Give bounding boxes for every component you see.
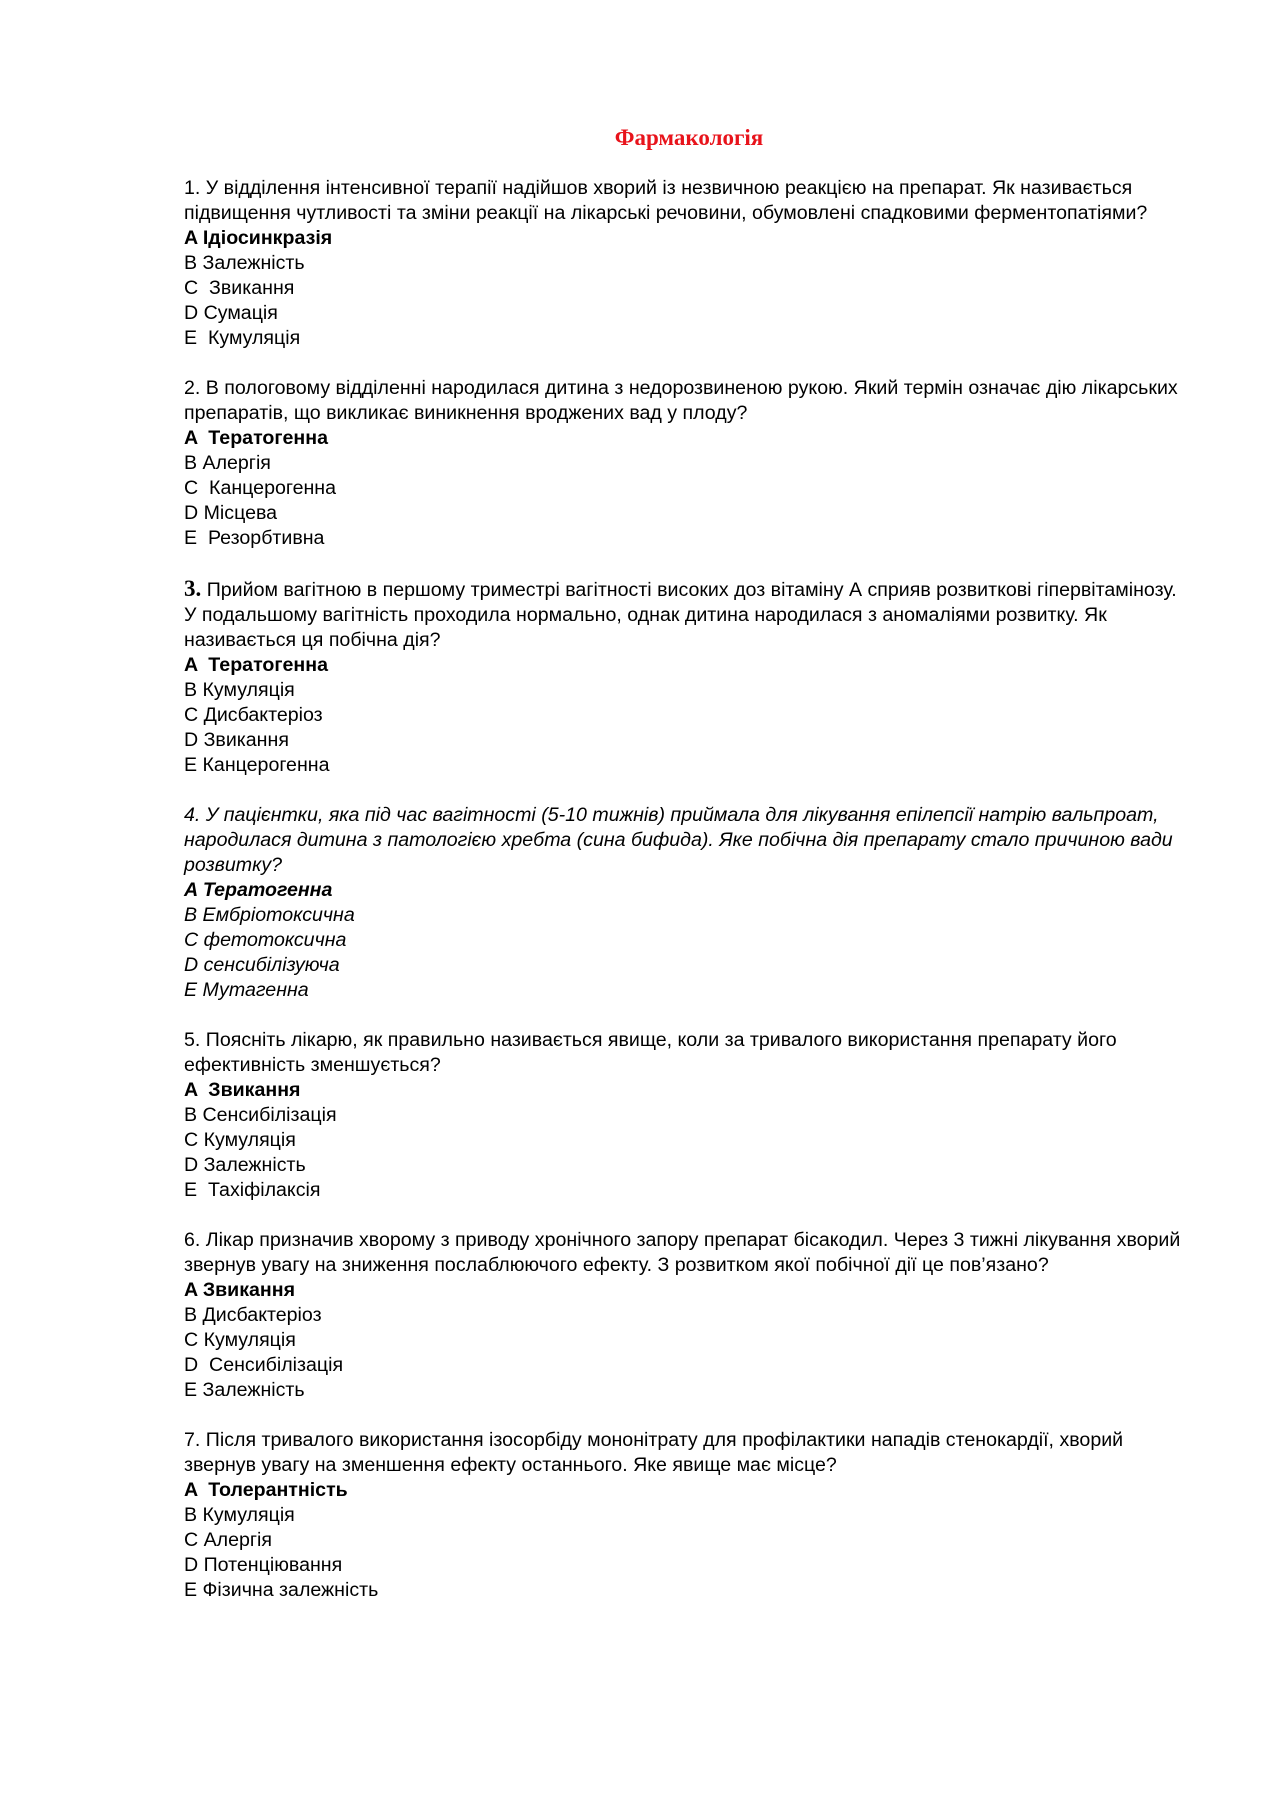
answer-option-correct: A Ідіосинкразія <box>184 227 333 249</box>
answer-option: B Ембріотоксична <box>184 904 355 926</box>
answer-option: B Сенсибілізація <box>184 1104 337 1126</box>
answer-option: B Дисбактеріоз <box>184 1304 322 1326</box>
question-text <box>184 576 1194 653</box>
answer-option: D Залежність <box>184 1154 306 1176</box>
question-7 <box>184 1428 1194 1603</box>
document-title: Фармакологія <box>614 125 764 150</box>
question-6 <box>184 1228 1194 1403</box>
question-text: 1. У відділення інтенсивної терапії надійшов хворий із незвичною реакцією на препарат. Як називається підвищення чутливості та зміни реакції на лікарські речовини, обумовлені спадковими ферментопатіями? <box>184 177 1148 224</box>
answer-option-correct: A Тератогенна <box>184 427 328 449</box>
answer-option: D Сумація <box>184 302 278 324</box>
answer-option-correct: A Звикання <box>184 1079 301 1101</box>
answer-option-correct: A Толерантність <box>184 1479 348 1501</box>
answer-option: E Фізична залежність <box>184 1579 379 1601</box>
answer-option: D сенсибілізуюча <box>184 954 340 976</box>
question-5 <box>184 1028 1194 1203</box>
question-2 <box>184 376 1194 551</box>
answer-option: C Кумуляція <box>184 1329 296 1351</box>
question-text: 6. Лікар призначив хворому з приводу хронічного запору препарат бісакодил. Через 3 тижні лікування хворий звернув увагу на зниження послаблюючого ефекту. З розвитком якої побічної дії це пов’язано? <box>184 1229 1181 1276</box>
answer-option: B Залежність <box>184 252 305 274</box>
answer-option-correct: A Тератогенна <box>184 654 328 676</box>
answer-option: C Дисбактеріоз <box>184 704 323 726</box>
answer-option: E Мутагенна <box>184 979 309 1001</box>
answer-option: C Кумуляція <box>184 1129 296 1151</box>
question-4 <box>184 803 1194 1003</box>
question-text: 2. В пологовому відділенні народилася дитина з недорозвиненою рукою. Який термін означає дію лікарських препаратів, що викликає виникнення вроджених вад у плоду? <box>184 377 1178 424</box>
answer-option: E Залежність <box>184 1379 305 1401</box>
answer-option: C Канцерогенна <box>184 477 337 499</box>
answer-option: E Тахіфілаксія <box>184 1179 321 1201</box>
question-text: 4. У пацієнтки, яка під час вагітності (5-10 тижнів) приймала для лікування епілепсії натрію вальпроат, народилася дитина з патологією хребта (сина бифида). Яке побічна дія препарату стало причиною вади розвитку? <box>184 804 1173 876</box>
answer-option: B Алергія <box>184 452 271 474</box>
answer-option: B Кумуляція <box>184 1504 295 1526</box>
answer-option: C Звикання <box>184 277 295 299</box>
answer-option: B Кумуляція <box>184 679 295 701</box>
answer-option: D Місцева <box>184 502 278 524</box>
question-1 <box>184 176 1194 351</box>
question-body: Прийом вагітною в першому триместрі вагітності високих доз вітаміну А сприяв розвиткові гіпервітамінозу. У подальшому вагітність проходила нормально, однак дитина народилася з аномаліями розвитку. Як називається ця побічна дія? <box>184 579 1177 651</box>
answer-option-correct: A Тератогенна <box>184 879 333 901</box>
answer-option: E Канцерогенна <box>184 754 330 776</box>
question-number: 3. <box>184 576 202 601</box>
question-3 <box>184 576 1194 778</box>
answer-option: E Кумуляція <box>184 327 301 349</box>
answer-option: D Потенціювання <box>184 1554 343 1576</box>
answer-option: C фетотоксична <box>184 929 347 951</box>
answer-option: C Алергія <box>184 1529 272 1551</box>
question-list <box>184 176 1194 1628</box>
answer-option: D Сенсибілізація <box>184 1354 344 1376</box>
question-text: 7. Після тривалого використання ізосорбіду мононітрату для профілактики нападів стенокардії, хворий звернув увагу на зменшення ефекту останнього. Яке явище має місце? <box>184 1429 1124 1476</box>
answer-option-correct: A Звикання <box>184 1279 296 1301</box>
answer-option: D Звикання <box>184 729 289 751</box>
question-text: 5. Поясніть лікарю, як правильно називається явище, коли за тривалого використання препарату його ефективність зменшується? <box>184 1029 1117 1076</box>
answer-option: E Резорбтивна <box>184 527 325 549</box>
